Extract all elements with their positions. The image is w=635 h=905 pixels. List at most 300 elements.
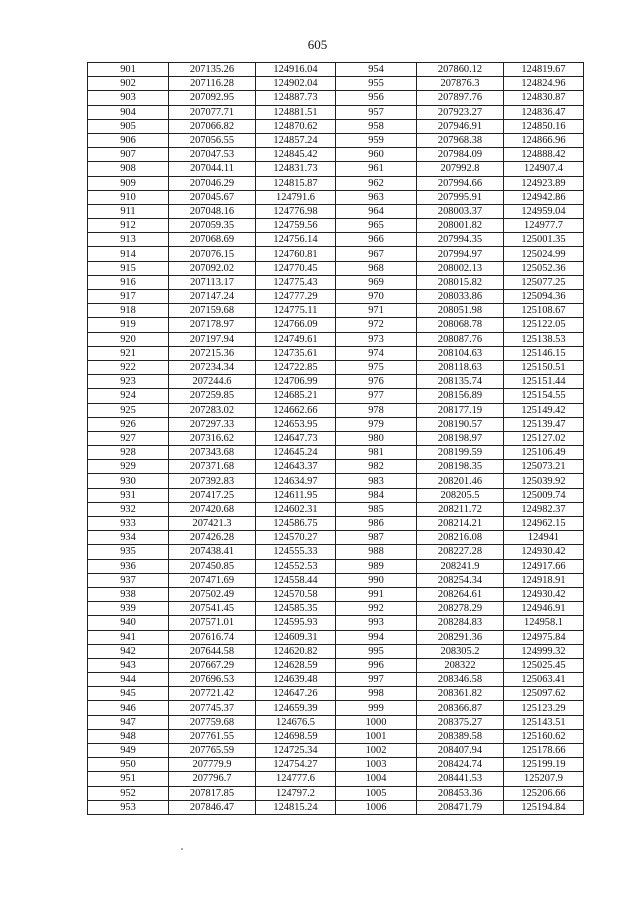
y-coordinate-left-cell: 124552.53 [256,559,336,573]
y-coordinate-right-cell: 125160.62 [504,729,584,743]
y-coordinate-left-cell: 124611.95 [256,488,336,502]
table-row [88,502,584,516]
x-coordinate-left-cell: 207147.24 [169,290,256,304]
table-row [88,275,584,289]
y-coordinate-right-cell: 125139.47 [504,417,584,431]
point-id-right-cell: 957 [336,105,417,119]
x-coordinate-left-cell: 207297.33 [169,417,256,431]
x-coordinate-left-cell: 207721.42 [169,687,256,701]
x-coordinate-right-cell: 208284.83 [417,616,504,630]
point-id-left-cell: 944 [88,673,169,687]
x-coordinate-left-cell: 207076.15 [169,247,256,261]
point-id-right-cell: 1000 [336,715,417,729]
table-row [88,744,584,758]
x-coordinate-right-cell: 208177.19 [417,403,504,417]
coordinates-table [87,62,584,815]
table-row [88,290,584,304]
y-coordinate-left-cell: 124639.48 [256,673,336,687]
point-id-left-cell: 904 [88,105,169,119]
point-id-right-cell: 970 [336,290,417,304]
y-coordinate-right-cell: 125127.02 [504,431,584,445]
x-coordinate-left-cell: 207047.53 [169,148,256,162]
y-coordinate-right-cell: 124958.1 [504,616,584,630]
point-id-right-cell: 1001 [336,729,417,743]
point-id-right-cell: 964 [336,204,417,218]
y-coordinate-left-cell: 124887.73 [256,91,336,105]
y-coordinate-right-cell: 124946.91 [504,602,584,616]
point-id-left-cell: 949 [88,744,169,758]
y-coordinate-right-cell: 125122.05 [504,318,584,332]
y-coordinate-right-cell: 125199.19 [504,758,584,772]
point-id-left-cell: 951 [88,772,169,786]
point-id-right-cell: 995 [336,644,417,658]
table-row [88,729,584,743]
point-id-right-cell: 977 [336,389,417,403]
y-coordinate-left-cell: 124857.24 [256,133,336,147]
point-id-left-cell: 939 [88,602,169,616]
x-coordinate-right-cell: 208015.82 [417,275,504,289]
point-id-right-cell: 997 [336,673,417,687]
table-row [88,517,584,531]
y-coordinate-right-cell: 125108.67 [504,304,584,318]
x-coordinate-right-cell: 208424.74 [417,758,504,772]
y-coordinate-left-cell: 124570.58 [256,587,336,601]
x-coordinate-left-cell: 207283.02 [169,403,256,417]
table-row [88,389,584,403]
x-coordinate-right-cell: 207995.91 [417,190,504,204]
x-coordinate-left-cell: 207765.59 [169,744,256,758]
x-coordinate-left-cell: 207215.36 [169,346,256,360]
x-coordinate-left-cell: 207571.01 [169,616,256,630]
x-coordinate-right-cell: 208291.36 [417,630,504,644]
point-id-left-cell: 912 [88,219,169,233]
x-coordinate-left-cell: 207420.68 [169,502,256,516]
coordinates-table-body [88,63,584,815]
x-coordinate-left-cell: 207048.16 [169,204,256,218]
x-coordinate-right-cell: 208227.28 [417,545,504,559]
table-row [88,758,584,772]
y-coordinate-left-cell: 124643.37 [256,460,336,474]
table-row [88,772,584,786]
table-row [88,91,584,105]
point-id-left-cell: 931 [88,488,169,502]
point-id-right-cell: 993 [336,616,417,630]
y-coordinate-left-cell: 124628.59 [256,658,336,672]
y-coordinate-left-cell: 124706.99 [256,375,336,389]
y-coordinate-left-cell: 124620.82 [256,644,336,658]
point-id-left-cell: 913 [88,233,169,247]
y-coordinate-left-cell: 124595.93 [256,616,336,630]
y-coordinate-left-cell: 124645.24 [256,446,336,460]
y-coordinate-right-cell: 125206.66 [504,786,584,800]
y-coordinate-left-cell: 124722.85 [256,360,336,374]
point-id-left-cell: 924 [88,389,169,403]
table-row [88,318,584,332]
point-id-left-cell: 948 [88,729,169,743]
x-coordinate-right-cell: 208346.58 [417,673,504,687]
y-coordinate-left-cell: 124815.87 [256,176,336,190]
x-coordinate-right-cell: 207897.76 [417,91,504,105]
y-coordinate-right-cell: 125025.45 [504,658,584,672]
y-coordinate-right-cell: 124941 [504,531,584,545]
table-row [88,204,584,218]
y-coordinate-right-cell: 124930.42 [504,587,584,601]
x-coordinate-right-cell: 208471.79 [417,800,504,814]
y-coordinate-right-cell: 125207.9 [504,772,584,786]
y-coordinate-left-cell: 124845.42 [256,148,336,162]
point-id-left-cell: 905 [88,119,169,133]
y-coordinate-right-cell: 125052.36 [504,261,584,275]
y-coordinate-left-cell: 124586.75 [256,517,336,531]
y-coordinate-left-cell: 124770.45 [256,261,336,275]
x-coordinate-left-cell: 207817.85 [169,786,256,800]
y-coordinate-right-cell: 124917.66 [504,559,584,573]
x-coordinate-left-cell: 207696.53 [169,673,256,687]
y-coordinate-right-cell: 125094.36 [504,290,584,304]
table-row [88,545,584,559]
y-coordinate-left-cell: 124647.26 [256,687,336,701]
y-coordinate-left-cell: 124570.27 [256,531,336,545]
x-coordinate-right-cell: 208201.46 [417,474,504,488]
x-coordinate-right-cell: 208216.08 [417,531,504,545]
point-id-left-cell: 918 [88,304,169,318]
x-coordinate-right-cell: 208441.53 [417,772,504,786]
point-id-right-cell: 956 [336,91,417,105]
point-id-left-cell: 947 [88,715,169,729]
table-row [88,431,584,445]
point-id-left-cell: 953 [88,800,169,814]
x-coordinate-left-cell: 207759.68 [169,715,256,729]
x-coordinate-right-cell: 208241.9 [417,559,504,573]
table-row [88,304,584,318]
point-id-right-cell: 998 [336,687,417,701]
point-id-left-cell: 910 [88,190,169,204]
x-coordinate-right-cell: 208214.21 [417,517,504,531]
table-row [88,162,584,176]
x-coordinate-left-cell: 207092.95 [169,91,256,105]
table-row [88,786,584,800]
point-id-right-cell: 960 [336,148,417,162]
y-coordinate-left-cell: 124766.09 [256,318,336,332]
table-row [88,247,584,261]
point-id-left-cell: 909 [88,176,169,190]
x-coordinate-left-cell: 207056.55 [169,133,256,147]
point-id-left-cell: 920 [88,332,169,346]
y-coordinate-left-cell: 124676.5 [256,715,336,729]
point-id-left-cell: 922 [88,360,169,374]
point-id-left-cell: 938 [88,587,169,601]
table-row [88,474,584,488]
x-coordinate-right-cell: 208068.78 [417,318,504,332]
point-id-right-cell: 976 [336,375,417,389]
table-row [88,715,584,729]
x-coordinate-right-cell: 208278.29 [417,602,504,616]
y-coordinate-left-cell: 124558.44 [256,573,336,587]
y-coordinate-right-cell: 124819.67 [504,63,584,77]
point-id-left-cell: 945 [88,687,169,701]
table-row [88,233,584,247]
table-row [88,148,584,162]
point-id-left-cell: 926 [88,417,169,431]
x-coordinate-left-cell: 207846.47 [169,800,256,814]
point-id-right-cell: 991 [336,587,417,601]
x-coordinate-left-cell: 207502.49 [169,587,256,601]
table-row [88,460,584,474]
y-coordinate-right-cell: 124888.42 [504,148,584,162]
x-coordinate-right-cell: 208389.58 [417,729,504,743]
y-coordinate-left-cell: 124634.97 [256,474,336,488]
point-id-right-cell: 992 [336,602,417,616]
y-coordinate-right-cell: 125009.74 [504,488,584,502]
x-coordinate-left-cell: 207092.02 [169,261,256,275]
y-coordinate-left-cell: 124775.43 [256,275,336,289]
x-coordinate-right-cell: 207968.38 [417,133,504,147]
y-coordinate-right-cell: 125077.25 [504,275,584,289]
y-coordinate-left-cell: 124791.6 [256,190,336,204]
table-row [88,63,584,77]
x-coordinate-left-cell: 207392.83 [169,474,256,488]
y-coordinate-left-cell: 124775.11 [256,304,336,318]
y-coordinate-right-cell: 125073.21 [504,460,584,474]
y-coordinate-right-cell: 125001.35 [504,233,584,247]
y-coordinate-right-cell: 125178.66 [504,744,584,758]
y-coordinate-right-cell: 125123.29 [504,701,584,715]
y-coordinate-left-cell: 124777.29 [256,290,336,304]
x-coordinate-left-cell: 207244.6 [169,375,256,389]
x-coordinate-left-cell: 207644.58 [169,644,256,658]
x-coordinate-right-cell: 208087.76 [417,332,504,346]
x-coordinate-left-cell: 207066.82 [169,119,256,133]
y-coordinate-right-cell: 124918.91 [504,573,584,587]
point-id-right-cell: 1004 [336,772,417,786]
point-id-left-cell: 946 [88,701,169,715]
x-coordinate-left-cell: 207745.37 [169,701,256,715]
y-coordinate-right-cell: 125039.92 [504,474,584,488]
y-coordinate-right-cell: 124850.16 [504,119,584,133]
point-id-left-cell: 935 [88,545,169,559]
table-row [88,687,584,701]
x-coordinate-right-cell: 208453.36 [417,786,504,800]
point-id-right-cell: 984 [336,488,417,502]
point-id-right-cell: 961 [336,162,417,176]
y-coordinate-right-cell: 125063.41 [504,673,584,687]
table-row [88,602,584,616]
table-row [88,488,584,502]
table-row [88,701,584,715]
x-coordinate-right-cell: 208264.61 [417,587,504,601]
x-coordinate-left-cell: 207259.85 [169,389,256,403]
y-coordinate-right-cell: 124977.7 [504,219,584,233]
x-coordinate-right-cell: 208198.97 [417,431,504,445]
y-coordinate-left-cell: 124585.35 [256,602,336,616]
y-coordinate-right-cell: 125151.44 [504,375,584,389]
y-coordinate-left-cell: 124725.34 [256,744,336,758]
x-coordinate-right-cell: 208361.82 [417,687,504,701]
y-coordinate-right-cell: 124866.96 [504,133,584,147]
x-coordinate-right-cell: 208190.57 [417,417,504,431]
x-coordinate-right-cell: 208198.35 [417,460,504,474]
point-id-left-cell: 930 [88,474,169,488]
y-coordinate-left-cell: 124870.62 [256,119,336,133]
x-coordinate-right-cell: 207994.66 [417,176,504,190]
point-id-left-cell: 921 [88,346,169,360]
point-id-left-cell: 929 [88,460,169,474]
point-id-left-cell: 901 [88,63,169,77]
table-row [88,332,584,346]
point-id-right-cell: 962 [336,176,417,190]
x-coordinate-right-cell: 208033.86 [417,290,504,304]
x-coordinate-left-cell: 207197.94 [169,332,256,346]
y-coordinate-left-cell: 124602.31 [256,502,336,516]
x-coordinate-right-cell: 207946.91 [417,119,504,133]
y-coordinate-right-cell: 124836.47 [504,105,584,119]
y-coordinate-left-cell: 124754.27 [256,758,336,772]
table-row [88,587,584,601]
x-coordinate-left-cell: 207450.85 [169,559,256,573]
y-coordinate-right-cell: 125194.84 [504,800,584,814]
y-coordinate-right-cell: 125097.62 [504,687,584,701]
y-coordinate-left-cell: 124815.24 [256,800,336,814]
y-coordinate-right-cell: 125154.55 [504,389,584,403]
x-coordinate-left-cell: 207796.7 [169,772,256,786]
y-coordinate-right-cell: 124942.86 [504,190,584,204]
x-coordinate-left-cell: 207044.11 [169,162,256,176]
point-id-left-cell: 911 [88,204,169,218]
x-coordinate-right-cell: 208003.37 [417,204,504,218]
point-id-left-cell: 908 [88,162,169,176]
point-id-right-cell: 999 [336,701,417,715]
y-coordinate-left-cell: 124685.21 [256,389,336,403]
x-coordinate-right-cell: 207994.97 [417,247,504,261]
y-coordinate-left-cell: 124698.59 [256,729,336,743]
x-coordinate-right-cell: 207984.09 [417,148,504,162]
x-coordinate-right-cell: 208002.13 [417,261,504,275]
point-id-left-cell: 952 [88,786,169,800]
table-row [88,403,584,417]
y-coordinate-right-cell: 125149.42 [504,403,584,417]
point-id-left-cell: 934 [88,531,169,545]
point-id-right-cell: 954 [336,63,417,77]
point-id-left-cell: 928 [88,446,169,460]
table-row [88,133,584,147]
point-id-left-cell: 943 [88,658,169,672]
x-coordinate-left-cell: 207371.68 [169,460,256,474]
x-coordinate-left-cell: 207068.69 [169,233,256,247]
y-coordinate-left-cell: 124777.6 [256,772,336,786]
x-coordinate-left-cell: 207779.9 [169,758,256,772]
y-coordinate-left-cell: 124756.14 [256,233,336,247]
y-coordinate-right-cell: 125024.99 [504,247,584,261]
point-id-right-cell: 1002 [336,744,417,758]
x-coordinate-right-cell: 208375.27 [417,715,504,729]
x-coordinate-right-cell: 208305.2 [417,644,504,658]
point-id-right-cell: 963 [336,190,417,204]
table-row [88,176,584,190]
x-coordinate-left-cell: 207077.71 [169,105,256,119]
table-row [88,375,584,389]
point-id-right-cell: 972 [336,318,417,332]
x-coordinate-right-cell: 208156.89 [417,389,504,403]
point-id-left-cell: 917 [88,290,169,304]
point-id-right-cell: 965 [336,219,417,233]
table-row [88,559,584,573]
y-coordinate-left-cell: 124797.2 [256,786,336,800]
point-id-right-cell: 985 [336,502,417,516]
table-row [88,219,584,233]
x-coordinate-right-cell: 208205.5 [417,488,504,502]
point-id-right-cell: 1006 [336,800,417,814]
point-id-right-cell: 974 [336,346,417,360]
point-id-right-cell: 979 [336,417,417,431]
point-id-right-cell: 1005 [336,786,417,800]
y-coordinate-left-cell: 124555.33 [256,545,336,559]
y-coordinate-right-cell: 124982.37 [504,502,584,516]
point-id-right-cell: 971 [336,304,417,318]
y-coordinate-right-cell: 125138.53 [504,332,584,346]
table-row [88,644,584,658]
point-id-right-cell: 990 [336,573,417,587]
point-id-left-cell: 941 [88,630,169,644]
table-row [88,531,584,545]
x-coordinate-left-cell: 207426.28 [169,531,256,545]
point-id-left-cell: 916 [88,275,169,289]
stray-mark [181,848,183,850]
point-id-right-cell: 978 [336,403,417,417]
y-coordinate-left-cell: 124659.39 [256,701,336,715]
table-row [88,77,584,91]
point-id-right-cell: 967 [336,247,417,261]
y-coordinate-right-cell: 125143.51 [504,715,584,729]
y-coordinate-left-cell: 124735.61 [256,346,336,360]
y-coordinate-right-cell: 124999.32 [504,644,584,658]
x-coordinate-right-cell: 208104.63 [417,346,504,360]
x-coordinate-left-cell: 207616.74 [169,630,256,644]
point-id-right-cell: 987 [336,531,417,545]
x-coordinate-right-cell: 207994.35 [417,233,504,247]
point-id-left-cell: 927 [88,431,169,445]
x-coordinate-right-cell: 208407.94 [417,744,504,758]
x-coordinate-left-cell: 207343.68 [169,446,256,460]
x-coordinate-right-cell: 207860.12 [417,63,504,77]
x-coordinate-left-cell: 207135.26 [169,63,256,77]
point-id-left-cell: 903 [88,91,169,105]
x-coordinate-left-cell: 207541.45 [169,602,256,616]
point-id-right-cell: 986 [336,517,417,531]
x-coordinate-left-cell: 207178.97 [169,318,256,332]
point-id-left-cell: 933 [88,517,169,531]
y-coordinate-right-cell: 125150.51 [504,360,584,374]
x-coordinate-left-cell: 207159.68 [169,304,256,318]
y-coordinate-right-cell: 124930.42 [504,545,584,559]
point-id-right-cell: 955 [336,77,417,91]
y-coordinate-left-cell: 124881.51 [256,105,336,119]
point-id-left-cell: 906 [88,133,169,147]
x-coordinate-right-cell: 208001.82 [417,219,504,233]
point-id-right-cell: 969 [336,275,417,289]
table-row [88,346,584,360]
table-row [88,630,584,644]
x-coordinate-right-cell: 208211.72 [417,502,504,516]
y-coordinate-left-cell: 124609.31 [256,630,336,644]
x-coordinate-right-cell: 208366.87 [417,701,504,715]
table-row [88,417,584,431]
x-coordinate-right-cell: 208118.63 [417,360,504,374]
x-coordinate-left-cell: 207316.62 [169,431,256,445]
x-coordinate-right-cell: 207923.27 [417,105,504,119]
point-id-left-cell: 923 [88,375,169,389]
point-id-right-cell: 958 [336,119,417,133]
y-coordinate-right-cell: 124923.89 [504,176,584,190]
